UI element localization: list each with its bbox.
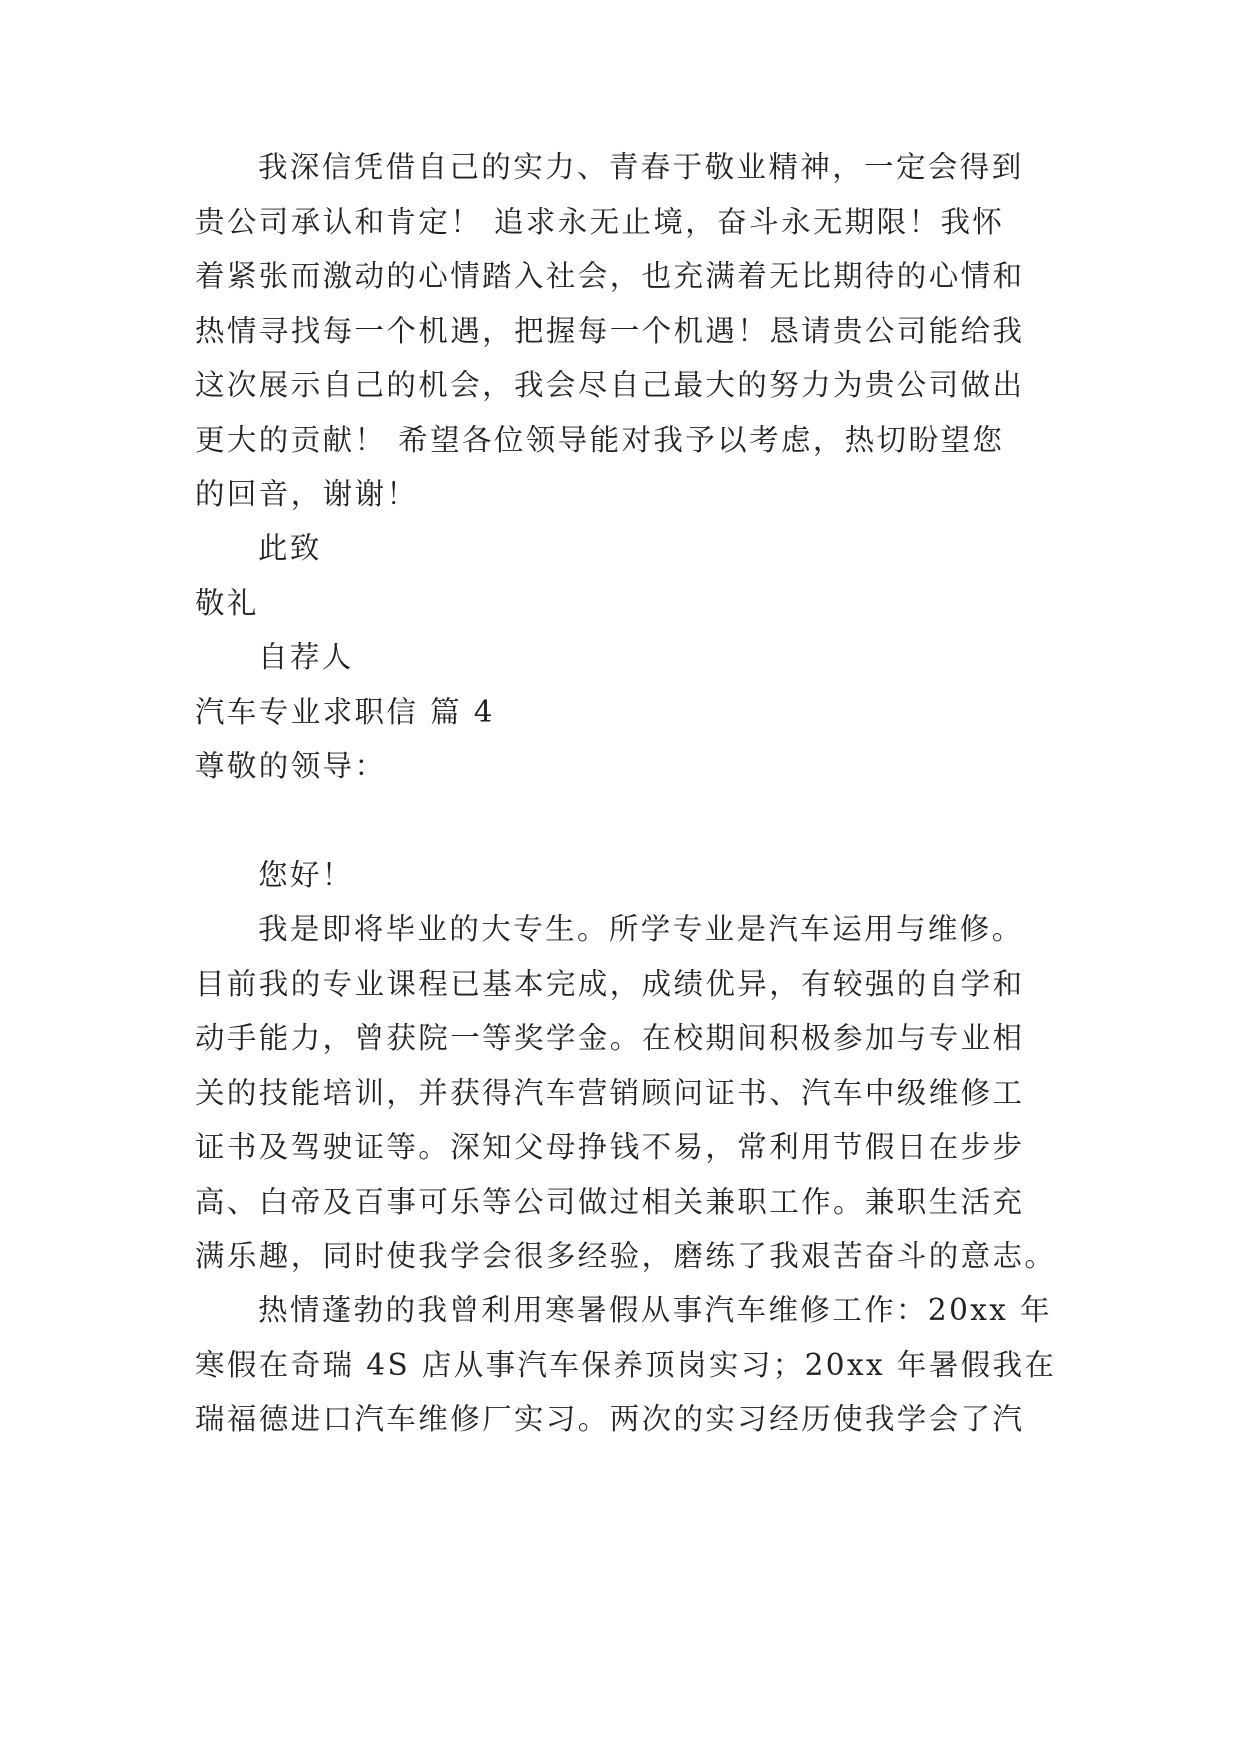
closing-regards: 敬礼 [195, 586, 259, 620]
paragraph-line: 证书及驾驶证等。深知父母挣钱不易，常利用节假日在步步 [195, 1130, 1025, 1164]
paragraph-line: 的回音，谢谢！ [195, 477, 419, 511]
greeting-recipient: 尊敬的领导： [195, 749, 387, 783]
paragraph-line: 热情寻找每一个机遇，把握每一个机遇！恳请贵公司能给我 [195, 314, 1025, 348]
paragraph-line: 高、白帝及百事可乐等公司做过相关兼职工作。兼职生活充 [195, 1185, 1025, 1219]
paragraph-line: 我是即将毕业的大专生。所学专业是汽车运用与维修。 [258, 912, 1024, 946]
paragraph-line: 关的技能培训，并获得汽车营销顾问证书、汽车中级维修工 [195, 1076, 1025, 1110]
paragraph-line: 我深信凭借自己的实力、青春于敬业精神，一定会得到 [258, 150, 1024, 184]
paragraph-line: 动手能力，曾获院一等奖学金。在校期间积极参加与专业相 [195, 1021, 1025, 1055]
paragraph-line: 目前我的专业课程已基本完成，成绩优异，有较强的自学和 [195, 967, 1025, 1001]
greeting-line: 您好！ [258, 858, 354, 892]
paragraph-line: 寒假在奇瑞 4S 店从事汽车保养顶岗实习；20xx 年暑假我在 [195, 1348, 1057, 1382]
paragraph-line: 着紧张而激动的心情踏入社会，也充满着无比期待的心情和 [195, 259, 1025, 293]
closing-salutation: 此致 [258, 531, 322, 565]
paragraph-line: 更大的贡献！ 希望各位领导能对我予以考虑，热切盼望您 [195, 423, 1005, 457]
paragraph-line: 热情蓬勃的我曾利用寒暑假从事汽车维修工作：20xx 年 [258, 1293, 1052, 1327]
paragraph-line: 瑞福德进口汽车维修厂实习。两次的实习经历使我学会了汽 [195, 1402, 1025, 1436]
paragraph-line: 贵公司承认和肯定！ 追求永无止境，奋斗永无期限！我怀 [195, 205, 1005, 239]
section-title: 汽车专业求职信 篇 4 [195, 695, 495, 729]
paragraph-line: 这次展示自己的机会，我会尽自己最大的努力为贵公司做出 [195, 368, 1025, 402]
signature-line: 自荐人 [258, 640, 354, 674]
paragraph-line: 满乐趣，同时使我学会很多经验，磨练了我艰苦奋斗的意志。 [195, 1239, 1057, 1273]
